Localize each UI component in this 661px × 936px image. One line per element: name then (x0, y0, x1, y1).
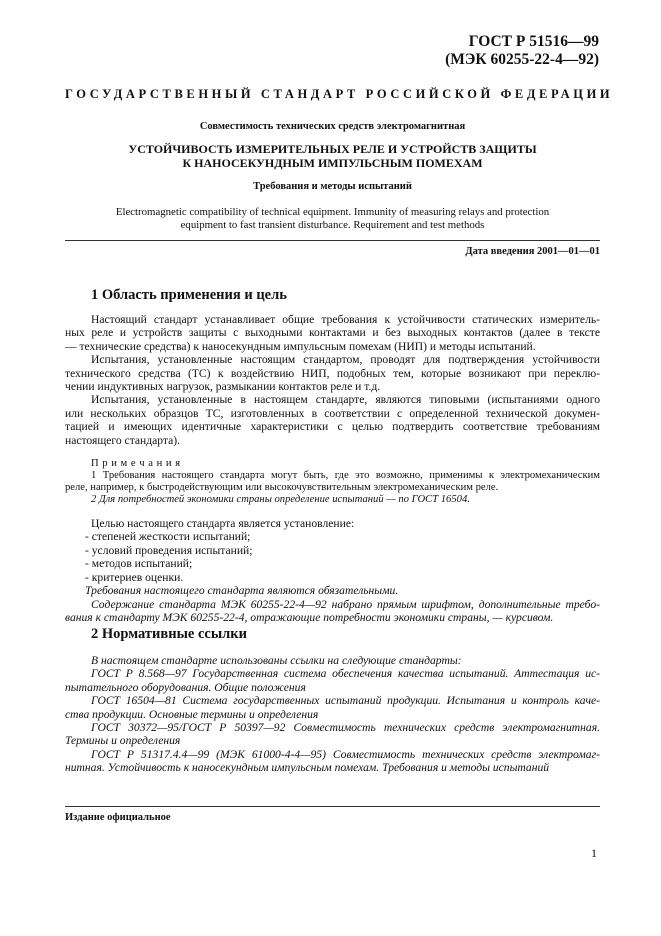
reference-line: пытательного оборудования. Общие положения (65, 680, 306, 694)
text-line: ных реле и устройств защиты с выходными контактами и без выходных контактов (далее в тексте (65, 326, 600, 340)
section-2-body (65, 654, 600, 775)
text-line: или нескольких образцов ТС, изготовленных в соответствии с определенной технической докумен- (65, 406, 600, 420)
reference-line: ГОСТ Р 51317.4.4—99 (МЭК 61000-4-4—95) Совместимость технических средств электромаг- (91, 747, 600, 761)
section-1-body (65, 313, 600, 624)
note-line: реле, например, к быстродействующим или высокочувствительным электромеханическим реле. (65, 482, 499, 494)
page-number: 1 (591, 846, 597, 860)
text-line: — технические средства) к наносекундным импульсным помехам (НИП) и методы испытаний. (65, 339, 536, 353)
text-line: Испытания, установленные настоящим стандартом, проводят для подтверждения устойчивости (91, 353, 600, 367)
text-line: Требования настоящего стандарта являются обязательными. (85, 584, 399, 598)
text-line: Настоящий стандарт устанавливает общие требования к устойчивости статических измеритель- (91, 313, 600, 326)
title-line: К НАНОСЕКУНДНЫМ ИМПУЛЬСНЫМ ПОМЕХАМ (182, 155, 483, 170)
standard-code-block (445, 33, 599, 69)
reference-line: ГОСТ 16504—81 Система государственных испытаний продукции. Испытания и контроль каче- (91, 694, 600, 708)
text-line: вания к стандарту МЭК 60255-22-4, отражающие потребности экономики страны, — курсивом. (65, 610, 554, 624)
reference-line: Термины и определения (65, 734, 181, 748)
title-line: УСТОЙЧИВОСТЬ ИЗМЕРИТЕЛЬНЫХ РЕЛЕ И УСТРОЙСТВ ЗАЩИТЫ (128, 142, 537, 156)
official-edition: Издание официальное (65, 812, 171, 823)
text-line: технического средства (ТС) к воздействию НИП, подобных тем, которые возникают при переклю- (65, 366, 600, 380)
text-line: чении индуктивных нагрузок, размыкании контактов реле и т.д. (65, 380, 381, 394)
text-line: Испытания, установленные в настоящем стандарте, являются типовыми (испытаниями одного (91, 393, 600, 407)
notes-title: П р и м е ч а н и я (91, 458, 181, 470)
list-item: - степеней жесткости испытаний; (85, 530, 251, 544)
footer-divider (65, 806, 600, 807)
note-line: 2 Для потребностей экономики страны определение испытаний — по ГОСТ 16504. (91, 494, 470, 506)
list-item: - методов испытаний; (85, 557, 193, 571)
standard-code: ГОСТ Р 51516—99 (468, 33, 599, 50)
text-line: Содержание стандарта МЭК 60255-22-4—92 набрано прямым шрифтом, дополнительные требо- (91, 597, 600, 611)
section-2-heading: 2 Нормативные ссылки (91, 626, 247, 642)
text-line: В настоящем стандарте использованы ссылки на следующие стандарты: (91, 654, 462, 667)
reference-line: ГОСТ Р 8.568—97 Государственная система обеспечения качества испытаний. Аттестация ис- (91, 667, 600, 681)
section-1-heading: 1 Область применения и цель (91, 287, 287, 303)
reference-line: ства продукции. Основные термины и определения (65, 707, 319, 721)
document-title (65, 143, 600, 170)
text-line: настоящего стандарта). (65, 433, 181, 447)
reference-line: ГОСТ 30372—95/ГОСТ Р 50397—92 Совместимость технических средств электромагнитная. (91, 721, 600, 735)
list-item: - критериев оценки. (85, 570, 184, 584)
state-standard-title: ГОСУДАРСТВЕННЫЙ СТАНДАРТ РОССИЙСКОЙ ФЕДЕРАЦИИ (65, 87, 614, 101)
iec-code: (МЭК 60255-22-4—92) (445, 51, 599, 68)
note-line: 1 Требования настоящего стандарта могут быть, где это возможно, применимы к электромеханическим (91, 470, 600, 482)
text-line: Целью настоящего стандарта является установление: (91, 517, 355, 531)
english-line: equipment to fast transient disturbance. Requirement and test methods (180, 219, 485, 231)
list-item: - условий проведения испытаний; (85, 543, 253, 557)
subject-line: Совместимость технических средств электромагнитная (199, 121, 466, 132)
subtitle: Требования и методы испытаний (253, 181, 412, 192)
reference-line: нитная. Устойчивость к наносекундным импульсным помехам. Требования и методы испытаний (65, 761, 550, 775)
text-line: тацией и имеющих идентичные характеристики с целью подтвердить соответствие требованиям (65, 420, 600, 434)
introduction-date: Дата введения 2001—01—01 (465, 246, 600, 257)
divider (65, 240, 600, 241)
english-line: Electromagnetic compatibility of technical equipment. Immunity of measuring relays and protection (115, 206, 550, 218)
english-title (65, 206, 600, 232)
